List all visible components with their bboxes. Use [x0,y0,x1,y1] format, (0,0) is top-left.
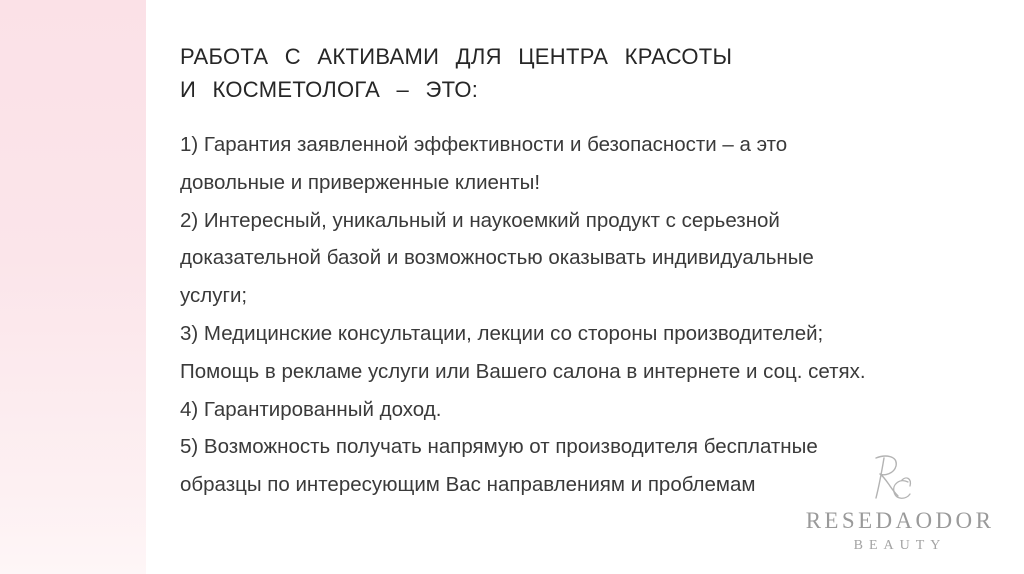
slide-body [180,126,920,504]
body-line: 4) Гарантированный доход. [180,397,442,421]
body-line: довольные и приверженные клиенты! [180,170,541,194]
brand-logo [800,452,1000,562]
body-line: доказательной базой и возможностью оказывать индивидуальные [180,246,814,270]
title-line-1: РАБОТА С АКТИВАМИ ДЛЯ ЦЕНТРА КРАСОТЫ [180,44,733,69]
body-line: услуги; [180,284,248,308]
body-line: 5) Возможность получать напрямую от производителя бесплатные [180,435,818,459]
body-line: 2) Интересный, уникальный и наукоемкий продукт с серьезной [180,208,780,232]
brand-subtitle: BEAUTY [853,538,947,553]
body-line: Помощь в рекламе услуги или Вашего салона в интернете и соц. сетях. [180,359,866,383]
body-line: 3) Медицинские консультации, лекции со стороны производителей; [180,321,824,345]
brand-name: RESEDAODOR [805,508,995,533]
monogram-icon [868,452,916,504]
body-line: образцы по интересующим Вас направлениям и проблемам [180,473,756,497]
slide-title [180,40,880,106]
body-line: 1) Гарантия заявленной эффективности и безопасности – а это [180,133,788,156]
pink-side-band [0,0,146,574]
title-line-2: И КОСМЕТОЛОГА – ЭТО: [180,77,479,102]
